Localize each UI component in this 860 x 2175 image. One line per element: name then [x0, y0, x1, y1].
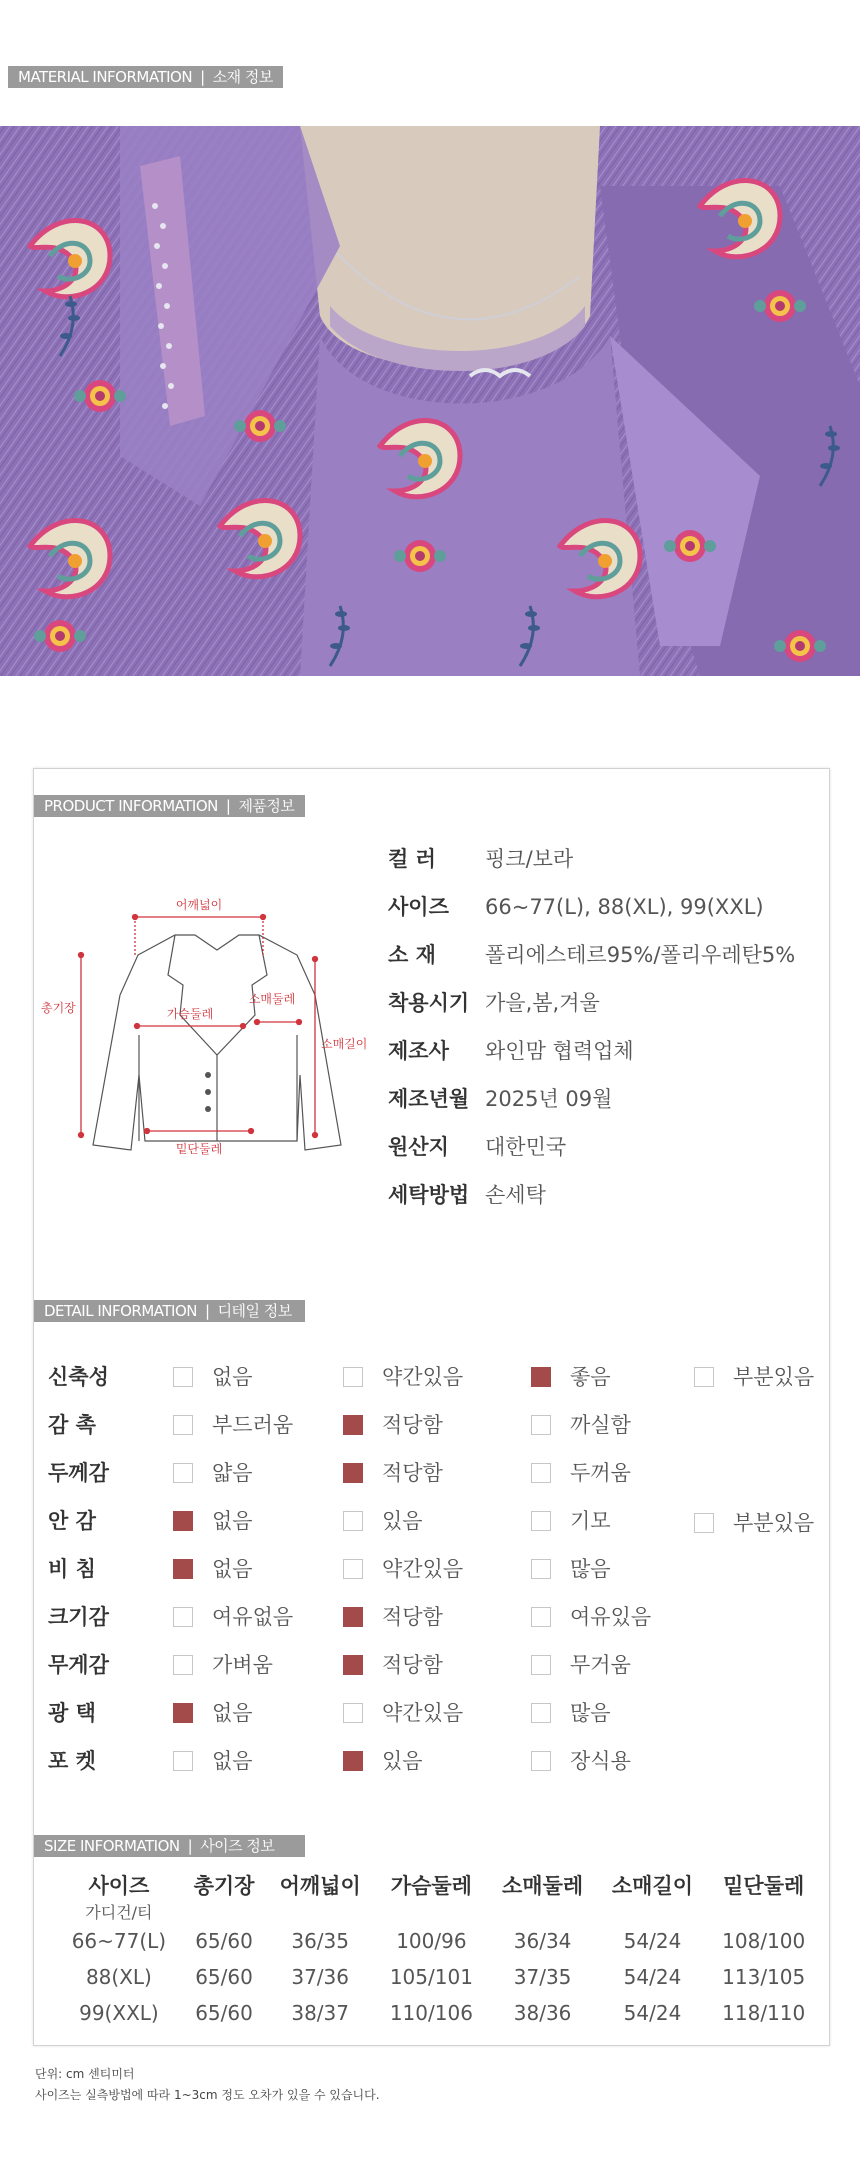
unchecked-checkbox[interactable]	[173, 1655, 193, 1675]
product-tag-en: PRODUCT INFORMATION	[44, 797, 218, 815]
detail-option-label: 약간있음	[382, 1557, 464, 1581]
detail-option-label: 없음	[212, 1509, 253, 1533]
table-cell: 110/106	[389, 2001, 473, 2025]
material-section-tag: MATERIAL INFORMATION | 소재 정보	[8, 66, 283, 88]
table-cell: 65/60	[195, 1929, 253, 1953]
unit-note: 단위: cm 센티미터	[35, 2067, 135, 2081]
checked-checkbox[interactable]	[173, 1559, 193, 1579]
table-cell: 37/35	[513, 1965, 572, 1989]
diagram-label-hem: 밑단둘레	[175, 1142, 223, 1156]
detail-option-label: 없음	[212, 1749, 253, 1773]
table-cell: 118/110	[722, 2001, 806, 2025]
unchecked-checkbox[interactable]	[531, 1751, 551, 1771]
product-info-color: 컬 러 핑크/보라	[388, 847, 574, 871]
unchecked-checkbox[interactable]	[694, 1513, 714, 1533]
product-info-wash: 세탁방법 손세탁	[388, 1183, 546, 1207]
detail-label: 감 촉	[48, 1413, 96, 1437]
checked-checkbox[interactable]	[173, 1511, 193, 1531]
material-tag-en: MATERIAL INFORMATION	[18, 68, 193, 86]
unchecked-checkbox[interactable]	[343, 1703, 363, 1723]
detail-option-label: 무거움	[570, 1653, 631, 1677]
size-header-total-length: 총기장	[193, 1874, 255, 1898]
unchecked-checkbox[interactable]	[531, 1655, 551, 1675]
detail-option-label: 적당함	[382, 1605, 443, 1629]
detail-option-label: 기모	[570, 1509, 611, 1533]
detail-option-label: 적당함	[382, 1653, 443, 1677]
size-header-chest: 가슴둘레	[390, 1874, 472, 1898]
table-cell: 65/60	[195, 1965, 253, 1989]
size-header-shoulder: 어깨넓이	[279, 1874, 361, 1898]
table-cell: 108/100	[722, 1929, 806, 1953]
detail-label: 두께감	[48, 1461, 109, 1485]
product-info-size: 사이즈 66~77(L), 88(XL), 99(XXL)	[388, 895, 764, 919]
table-cell: 38/36	[513, 2001, 572, 2025]
diagram-label-sleeve-circ: 소매둘레	[248, 992, 296, 1006]
detail-option-label: 부드러움	[212, 1413, 294, 1437]
detail-label: 포 켓	[48, 1749, 96, 1773]
table-cell: 88(XL)	[85, 1965, 152, 1989]
size-header-sleeve-length: 소매길이	[611, 1874, 694, 1898]
size-diagram	[35, 895, 375, 1165]
detail-option-label: 없음	[212, 1365, 253, 1389]
size-header-hem: 밑단둘레	[723, 1874, 805, 1898]
product-section-tag: PRODUCT INFORMATION | 제품정보	[34, 795, 305, 817]
detail-option-label: 여유없음	[212, 1605, 294, 1629]
size-header-size: 사이즈	[88, 1874, 150, 1898]
detail-option-label: 적당함	[382, 1461, 443, 1485]
unchecked-checkbox[interactable]	[343, 1559, 363, 1579]
detail-tag-ko: 디테일 정보	[217, 1302, 292, 1320]
size-section-tag: SIZE INFORMATION | 사이즈 정보	[34, 1835, 305, 1857]
table-cell: 65/60	[195, 2001, 253, 2025]
unchecked-checkbox[interactable]	[173, 1463, 193, 1483]
unchecked-checkbox[interactable]	[694, 1367, 714, 1387]
unchecked-checkbox[interactable]	[531, 1415, 551, 1435]
unchecked-checkbox[interactable]	[343, 1367, 363, 1387]
detail-option-label: 얇음	[212, 1461, 253, 1485]
checked-checkbox[interactable]	[343, 1655, 363, 1675]
diagram-label-sleeve-length: 소매길이	[321, 1037, 368, 1051]
table-cell: 105/101	[389, 1965, 473, 1989]
product-info-date: 제조년월 2025년 09월	[388, 1087, 613, 1111]
detail-option-label: 없음	[212, 1557, 253, 1581]
product-info-maker: 제조사 와인맘 협력업체	[388, 1039, 634, 1063]
diagram-label-total-length: 총기장	[41, 1001, 76, 1015]
unchecked-checkbox[interactable]	[531, 1703, 551, 1723]
detail-option-label: 까실함	[570, 1413, 631, 1437]
checked-checkbox[interactable]	[531, 1367, 551, 1387]
detail-option-label: 많음	[570, 1701, 611, 1725]
unchecked-checkbox[interactable]	[173, 1415, 193, 1435]
diagram-label-shoulder: 어깨넓이	[175, 898, 223, 912]
table-cell: 36/34	[513, 1929, 572, 1953]
size-subheader-row	[55, 1900, 820, 1923]
table-row	[55, 1995, 820, 2031]
material-tag-ko: 소재 정보	[212, 68, 273, 86]
detail-option-label: 부분있음	[733, 1511, 815, 1535]
detail-option-label: 가벼움	[212, 1653, 273, 1677]
detail-label: 광 택	[48, 1701, 96, 1725]
detail-option-label: 장식용	[570, 1749, 631, 1773]
unchecked-checkbox[interactable]	[531, 1607, 551, 1627]
unchecked-checkbox[interactable]	[173, 1607, 193, 1627]
detail-option-label: 약간있음	[382, 1365, 464, 1389]
table-cell: 113/105	[722, 1965, 806, 1989]
unchecked-checkbox[interactable]	[173, 1751, 193, 1771]
detail-option-label: 많음	[570, 1557, 611, 1581]
checked-checkbox[interactable]	[343, 1751, 363, 1771]
unchecked-checkbox[interactable]	[531, 1511, 551, 1531]
size-tag-ko: 사이즈 정보	[200, 1837, 275, 1855]
table-cell: 38/37	[291, 2001, 349, 2025]
table-cell: 54/24	[623, 1965, 682, 1989]
table-cell: 54/24	[623, 2001, 682, 2025]
detail-option-label: 부분있음	[733, 1365, 815, 1389]
detail-option-label: 있음	[382, 1749, 423, 1773]
product-tag-ko: 제품정보	[238, 797, 295, 815]
detail-label: 크기감	[48, 1605, 109, 1629]
detail-label: 비 침	[48, 1557, 96, 1581]
detail-label: 신축성	[48, 1365, 109, 1389]
hero-fabric-photo	[0, 126, 860, 676]
detail-option-label: 좋음	[570, 1365, 611, 1389]
size-subheader: 가디건/티	[85, 1903, 153, 1922]
product-info-season: 착용시기 가을,봄,겨울	[388, 991, 600, 1015]
detail-option-label: 여유있음	[570, 1605, 652, 1629]
product-info-material: 소 재 폴리에스테르95%/폴리우레탄5%	[388, 943, 796, 967]
checked-checkbox[interactable]	[343, 1463, 363, 1483]
unchecked-checkbox[interactable]	[531, 1559, 551, 1579]
table-row	[55, 1923, 820, 1959]
size-table	[55, 1870, 820, 2031]
table-cell: 54/24	[623, 1929, 682, 1953]
table-cell: 99(XXL)	[79, 2001, 159, 2025]
table-cell: 37/36	[291, 1965, 349, 1989]
unchecked-checkbox[interactable]	[531, 1463, 551, 1483]
size-tag-en: SIZE INFORMATION	[44, 1837, 180, 1855]
product-info-origin: 원산지 대한민국	[388, 1135, 567, 1159]
unchecked-checkbox[interactable]	[343, 1511, 363, 1531]
diagram-label-chest: 가슴둘레	[166, 1007, 214, 1021]
detail-option-label: 있음	[382, 1509, 423, 1533]
detail-tag-en: DETAIL INFORMATION	[44, 1302, 197, 1320]
detail-option-label: 두꺼움	[570, 1461, 631, 1485]
detail-option-label: 적당함	[382, 1413, 443, 1437]
checked-checkbox[interactable]	[343, 1607, 363, 1627]
detail-option-label: 약간있음	[382, 1701, 464, 1725]
table-cell: 100/96	[396, 1929, 467, 1953]
size-header-sleeve-circ: 소매둘레	[502, 1874, 584, 1898]
table-cell: 66~77(L)	[71, 1929, 167, 1953]
size-table-header	[55, 1870, 820, 1900]
table-row	[55, 1959, 820, 1995]
checked-checkbox[interactable]	[343, 1415, 363, 1435]
unchecked-checkbox[interactable]	[173, 1367, 193, 1387]
detail-option-label: 없음	[212, 1701, 253, 1725]
detail-label: 무게감	[48, 1653, 109, 1677]
tolerance-note: 사이즈는 실측방법에 따라 1~3cm 정도 오차가 있을 수 있습니다.	[35, 2088, 380, 2102]
detail-section-tag: DETAIL INFORMATION | 디테일 정보	[34, 1300, 305, 1322]
detail-label: 안 감	[48, 1509, 96, 1533]
checked-checkbox[interactable]	[173, 1703, 193, 1723]
table-cell: 36/35	[291, 1929, 349, 1953]
